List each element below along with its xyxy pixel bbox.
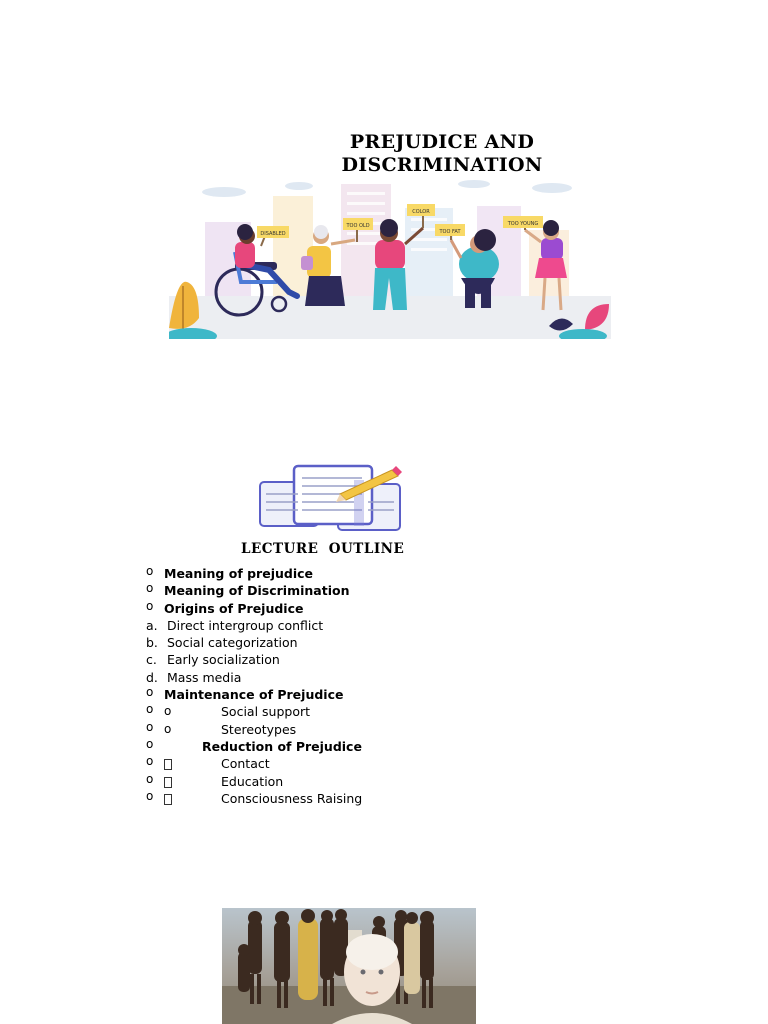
sign-too-old: TOO OLD <box>346 223 370 229</box>
list-marker: o <box>146 598 154 613</box>
list-item-text: Consciousness Raising <box>221 790 363 806</box>
list-item-text: Maintenance of Prejudice <box>164 687 344 703</box>
missing-glyph-icon <box>164 777 172 788</box>
list-item-text: Social categorization <box>167 635 298 651</box>
list-marker: o <box>146 736 154 751</box>
list-marker: o <box>146 788 154 803</box>
list-marker: o <box>146 564 154 578</box>
list-marker: a. <box>146 617 158 633</box>
outline-heading: LECTURE OUTLINE <box>241 541 405 557</box>
list-item-text: Mass media <box>167 669 242 685</box>
list-item <box>146 686 566 703</box>
list-item <box>146 600 566 617</box>
sign-too-young: TOO YOUNG <box>507 221 539 227</box>
page-title: PREJUDICE AND DISCRIMINATION <box>341 131 543 176</box>
protest-illustration <box>169 178 611 339</box>
list-item-text: Meaning of Discrimination <box>164 583 350 599</box>
list-item <box>146 651 566 668</box>
list-item-text: Origins of Prejudice <box>164 600 304 616</box>
list-item <box>146 565 566 582</box>
list-item <box>146 703 566 720</box>
sign-disabled: DISABLED <box>260 231 286 237</box>
sub-marker: o <box>164 704 172 719</box>
list-item <box>146 790 566 807</box>
list-item <box>146 721 566 738</box>
lecture-outline-list <box>146 565 566 807</box>
list-item-text: Reduction of Prejudice <box>202 738 362 754</box>
missing-glyph-icon <box>164 759 172 770</box>
list-marker: o <box>146 685 154 700</box>
list-item <box>146 634 566 651</box>
list-item-text: Direct intergroup conflict <box>167 617 324 633</box>
list-item <box>146 773 566 790</box>
group-photo <box>222 908 476 1024</box>
list-marker: o <box>146 771 154 786</box>
list-marker: o <box>146 581 154 596</box>
list-item <box>146 582 566 599</box>
list-marker: o <box>146 702 154 717</box>
sign-too-fat: TOO FAT <box>439 229 461 235</box>
list-item-text: Meaning of prejudice <box>164 566 314 581</box>
list-marker: o <box>146 719 154 734</box>
list-item-text: Early socialization <box>167 652 280 668</box>
list-marker: b. <box>146 635 158 651</box>
list-item <box>146 738 566 755</box>
list-marker: o <box>146 754 154 769</box>
list-marker: d. <box>146 669 158 685</box>
list-item-text: Education <box>221 773 284 789</box>
list-item-text: Stereotypes <box>221 721 297 737</box>
documents-icon <box>258 462 406 536</box>
list-item <box>146 755 566 772</box>
list-item <box>146 669 566 686</box>
sign-color: COLOR <box>412 209 430 215</box>
list-item <box>146 617 566 634</box>
sub-marker: o <box>164 721 172 736</box>
list-marker: c. <box>146 652 157 668</box>
list-item-text: Contact <box>221 756 270 772</box>
list-item-text: Social support <box>221 704 311 720</box>
missing-glyph-icon <box>164 794 172 805</box>
